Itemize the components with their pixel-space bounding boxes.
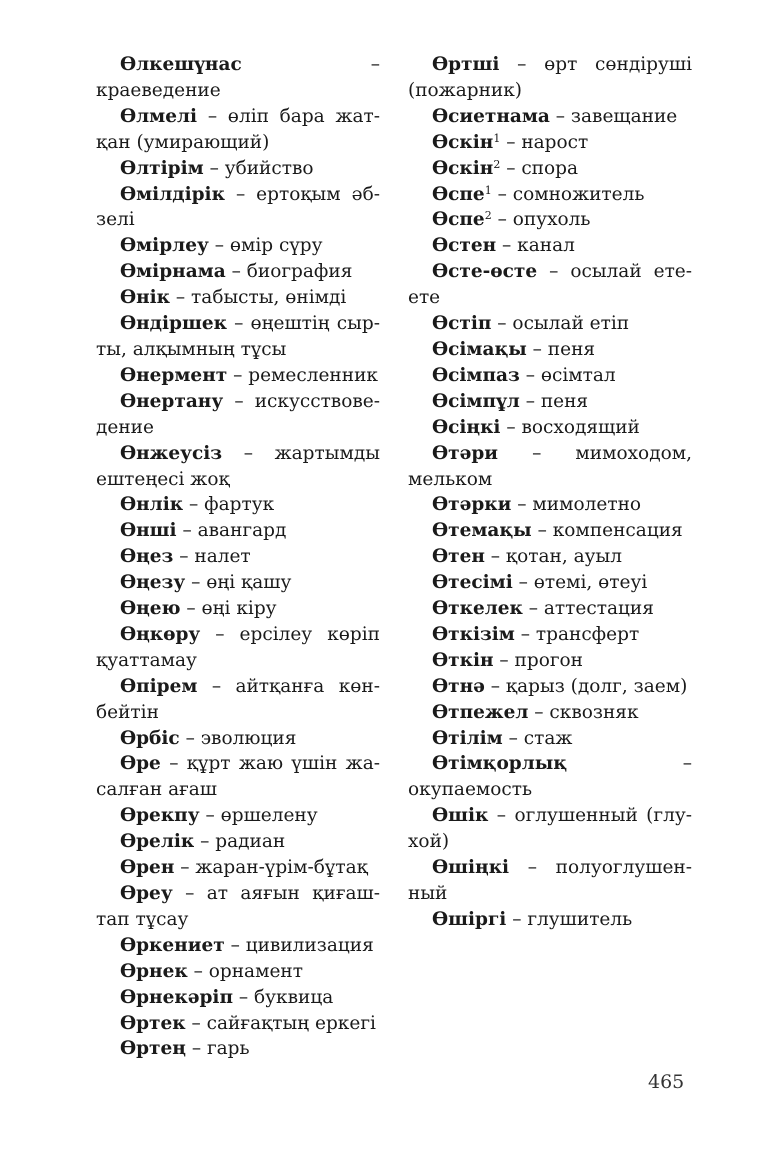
dictionary-entry [408, 855, 692, 907]
dictionary-entry [408, 674, 692, 700]
entry-headword: Өрен [120, 857, 175, 879]
entry-definition: – оглушенный (глухой) [408, 805, 692, 853]
entry-definition: – осылай етіп [491, 313, 630, 335]
entry-headword: Өлкешүнас [120, 54, 242, 75]
entry-definition: – эволюция [179, 727, 297, 749]
entry-headword: Өңею [120, 598, 181, 620]
entry-definition: – өтемі, өтеуі [512, 572, 648, 594]
entry-headword: Өпірем [120, 675, 198, 697]
entry-headword: Өре [120, 753, 161, 775]
entry-headword: Өнші [120, 520, 177, 542]
entry-headword: Өтнә [432, 675, 485, 697]
entry-headword: Өнжеусіз [120, 442, 223, 464]
entry-headword: Өреу [120, 883, 173, 904]
entry-definition: – жартымды ештеңесі жоқ [96, 442, 380, 490]
entry-headword: Өсиетнама [432, 105, 550, 127]
dictionary-entry [96, 933, 380, 959]
entry-headword: Өңезу [120, 572, 186, 594]
entry-definition: – пеня [526, 338, 596, 360]
dictionary-entry [96, 492, 380, 518]
dictionary-entry [408, 233, 692, 259]
entry-headword: Өстіп [432, 313, 492, 335]
dictionary-entry [96, 259, 380, 285]
entry-definition: – спора [500, 157, 579, 179]
entry-definition: – нарост [500, 131, 589, 153]
dictionary-entry [96, 1011, 380, 1037]
dictionary-entry [408, 441, 692, 493]
entry-definition: – өсімтал [519, 364, 616, 386]
left-column [96, 52, 380, 1062]
entry-definition: – радиан [194, 831, 286, 853]
entry-headword: Өскін [432, 157, 494, 179]
dictionary-entry [96, 596, 380, 622]
dictionary-entry [408, 337, 692, 363]
dictionary-entry [408, 389, 692, 415]
entry-headword: Өмірнама [120, 261, 226, 283]
dictionary-entry [96, 363, 380, 389]
dictionary-entry [408, 518, 692, 544]
dictionary-entry [408, 803, 692, 855]
entry-headword: Өтәрки [432, 494, 512, 516]
dictionary-entry [408, 622, 692, 648]
entry-headword: Өтәри [432, 442, 499, 464]
entry-definition: – жаран-үрім-бұтақ [174, 857, 368, 879]
dictionary-entry [408, 415, 692, 441]
entry-headword: Өспе [432, 183, 485, 205]
dictionary-entry [96, 622, 380, 674]
dictionary-entry [408, 207, 692, 233]
dictionary-entry [96, 441, 380, 493]
entry-definition: – өңі кіру [180, 598, 277, 620]
dictionary-entry [96, 726, 380, 752]
entry-headword: Өркениет [120, 934, 225, 956]
entry-headword: Өлтірім [120, 157, 204, 179]
entry-headword: Өсімақы [432, 338, 527, 360]
entry-definition: – айтқанға көнбейтін [96, 675, 380, 723]
entry-definition: – опухоль [491, 209, 591, 231]
entry-headword: Өртек [120, 1012, 186, 1034]
dictionary-entry [96, 570, 380, 596]
entry-headword: Өсімпаз [432, 364, 520, 386]
entry-definition: – сквозняк [528, 701, 639, 723]
entry-headword: Өсімпұл [432, 390, 520, 412]
entry-definition: – өңі қашу [185, 572, 292, 594]
entry-definition: – окупаемость [408, 753, 692, 801]
homonym-index: 2 [484, 209, 492, 223]
entry-headword: Өшіңкі [432, 857, 510, 879]
dictionary-entry [408, 570, 692, 596]
entry-headword: Өртші [432, 54, 500, 75]
entry-definition: – табысты, өнімді [170, 287, 347, 309]
entry-definition: – убийство [203, 157, 314, 179]
dictionary-entry [96, 52, 380, 104]
dictionary-entry [408, 726, 692, 752]
dictionary-entry [96, 881, 380, 933]
entry-definition: – өршелену [199, 805, 318, 827]
dictionary-entry [96, 985, 380, 1011]
dictionary-entry [408, 130, 692, 156]
dictionary-entry [96, 674, 380, 726]
entry-definition: – қарыз (долг, заем) [484, 675, 688, 697]
entry-headword: Өтімқорлық [432, 753, 568, 775]
entry-headword: Өртең [120, 1038, 186, 1060]
entry-headword: Өскін [432, 131, 494, 153]
dictionary-entry [408, 648, 692, 674]
entry-definition: – восходящий [500, 416, 640, 438]
entry-definition: – завещание [549, 105, 678, 127]
dictionary-entry [96, 104, 380, 156]
page-number: 465 [648, 1071, 685, 1093]
dictionary-entry [96, 855, 380, 881]
entry-headword: Өрбіс [120, 727, 180, 749]
dictionary-entry [408, 311, 692, 337]
entry-headword: Өнертану [120, 390, 224, 412]
dictionary-entry [96, 182, 380, 234]
dictionary-entry [96, 518, 380, 544]
entry-headword: Өмілдірік [120, 183, 225, 205]
entry-headword: Өтпежел [432, 701, 529, 723]
dictionary-entry [96, 751, 380, 803]
dictionary-entry [96, 285, 380, 311]
entry-definition: – орнамент [187, 960, 303, 982]
dictionary-entry [96, 389, 380, 441]
entry-headword: Өрелік [120, 831, 195, 853]
entry-definition: – налет [173, 546, 251, 568]
dictionary-entry [96, 803, 380, 829]
dictionary-entry [96, 829, 380, 855]
entry-definition: – стаж [502, 727, 573, 749]
entry-headword: Өндіршек [120, 313, 227, 335]
entry-headword: Өтен [432, 546, 485, 568]
entry-headword: Өрекпу [120, 805, 200, 827]
entry-definition: – аттестация [522, 598, 654, 620]
entry-definition: – мимолетно [511, 494, 642, 516]
entry-definition: – сомножитель [491, 183, 645, 205]
homonym-index: 2 [493, 157, 501, 171]
entry-definition: – ат аяғын қиғаштап тұсау [96, 883, 380, 930]
entry-headword: Өтесімі [432, 572, 513, 594]
entry-definition: – осылай ете-ете [408, 261, 692, 309]
dictionary-entry [408, 182, 692, 208]
dictionary-entry [408, 52, 692, 104]
entry-definition: – компенсация [531, 520, 683, 542]
entry-definition: – цивилизация [224, 934, 374, 956]
entry-definition: – биография [225, 261, 353, 283]
entry-headword: Өңез [120, 546, 174, 568]
entry-headword: Өңкөру [120, 623, 201, 645]
right-column [408, 52, 692, 933]
entry-headword: Өспе [432, 209, 485, 231]
entry-definition: – трансферт [514, 623, 640, 645]
entry-definition: – краеведение [96, 54, 380, 101]
entry-definition: – прогон [493, 649, 583, 671]
entry-headword: Өшік [432, 805, 489, 827]
entry-definition: – ремесленник [227, 364, 378, 386]
dictionary-entry [96, 959, 380, 985]
dictionary-entry [96, 544, 380, 570]
dictionary-entry [96, 156, 380, 182]
homonym-index: 1 [493, 131, 501, 145]
entry-headword: Өрнек [120, 960, 188, 982]
entry-headword: Өнік [120, 287, 171, 309]
entry-definition: – пеня [519, 390, 589, 412]
entry-headword: Өтемақы [432, 520, 532, 542]
entry-definition: – авангард [176, 520, 287, 542]
dictionary-entry [408, 907, 692, 933]
entry-headword: Өстен [432, 235, 497, 257]
dictionary-entry [408, 596, 692, 622]
homonym-index: 1 [484, 183, 492, 197]
entry-headword: Өсте-өсте [432, 261, 538, 283]
entry-definition: – ертоқым әбзелі [96, 183, 380, 231]
entry-headword: Өткелек [432, 598, 523, 620]
entry-headword: Өнермент [120, 364, 228, 386]
entry-definition: – қотан, ауыл [484, 546, 622, 568]
entry-definition: – искусствоведение [96, 390, 380, 438]
entry-definition: – полуоглушенный [408, 857, 692, 904]
entry-headword: Өрнекәріп [120, 986, 233, 1008]
entry-headword: Өшіргі [432, 908, 507, 930]
entry-headword: Өмірлеу [120, 235, 209, 257]
entry-definition: – канал [496, 235, 575, 257]
entry-definition: – өрт сөндіруші (пожарник) [408, 54, 692, 101]
entry-headword: Өлмелі [120, 105, 198, 127]
entry-headword: Өткізім [432, 623, 515, 645]
dictionary-entry [408, 363, 692, 389]
entry-definition: – өңештің сырты, алқымның тұсы [96, 313, 380, 360]
entry-headword: Өтілім [432, 727, 503, 749]
entry-definition: – өліп бара жатқан (умирающий) [96, 105, 380, 153]
entry-definition: – сайғақтың еркегі [185, 1012, 376, 1034]
entry-definition: – ерсілеу көріп қуаттамау [96, 623, 380, 671]
dictionary-entry [408, 544, 692, 570]
dictionary-entry [408, 700, 692, 726]
entry-definition: – буквица [233, 986, 334, 1008]
entry-definition: – гарь [185, 1038, 250, 1060]
entry-headword: Өнлік [120, 494, 184, 516]
dictionary-entry [408, 156, 692, 182]
entry-definition: – өмір сүру [208, 235, 323, 257]
dictionary-entry [408, 492, 692, 518]
dictionary-entry [96, 311, 380, 363]
dictionary-entry [96, 233, 380, 259]
dictionary-entry [408, 104, 692, 130]
entry-headword: Өткін [432, 649, 494, 671]
entry-definition: – мимоходом, мельком [408, 442, 692, 490]
dictionary-entry [96, 1036, 380, 1062]
entry-definition: – глушитель [506, 908, 633, 930]
entry-definition: – фартук [183, 494, 275, 516]
entry-definition: – құрт жаю үшін жасалған ағаш [96, 753, 380, 801]
dictionary-entry [408, 259, 692, 311]
dictionary-entry [408, 751, 692, 803]
entry-headword: Өсіңкі [432, 416, 501, 438]
